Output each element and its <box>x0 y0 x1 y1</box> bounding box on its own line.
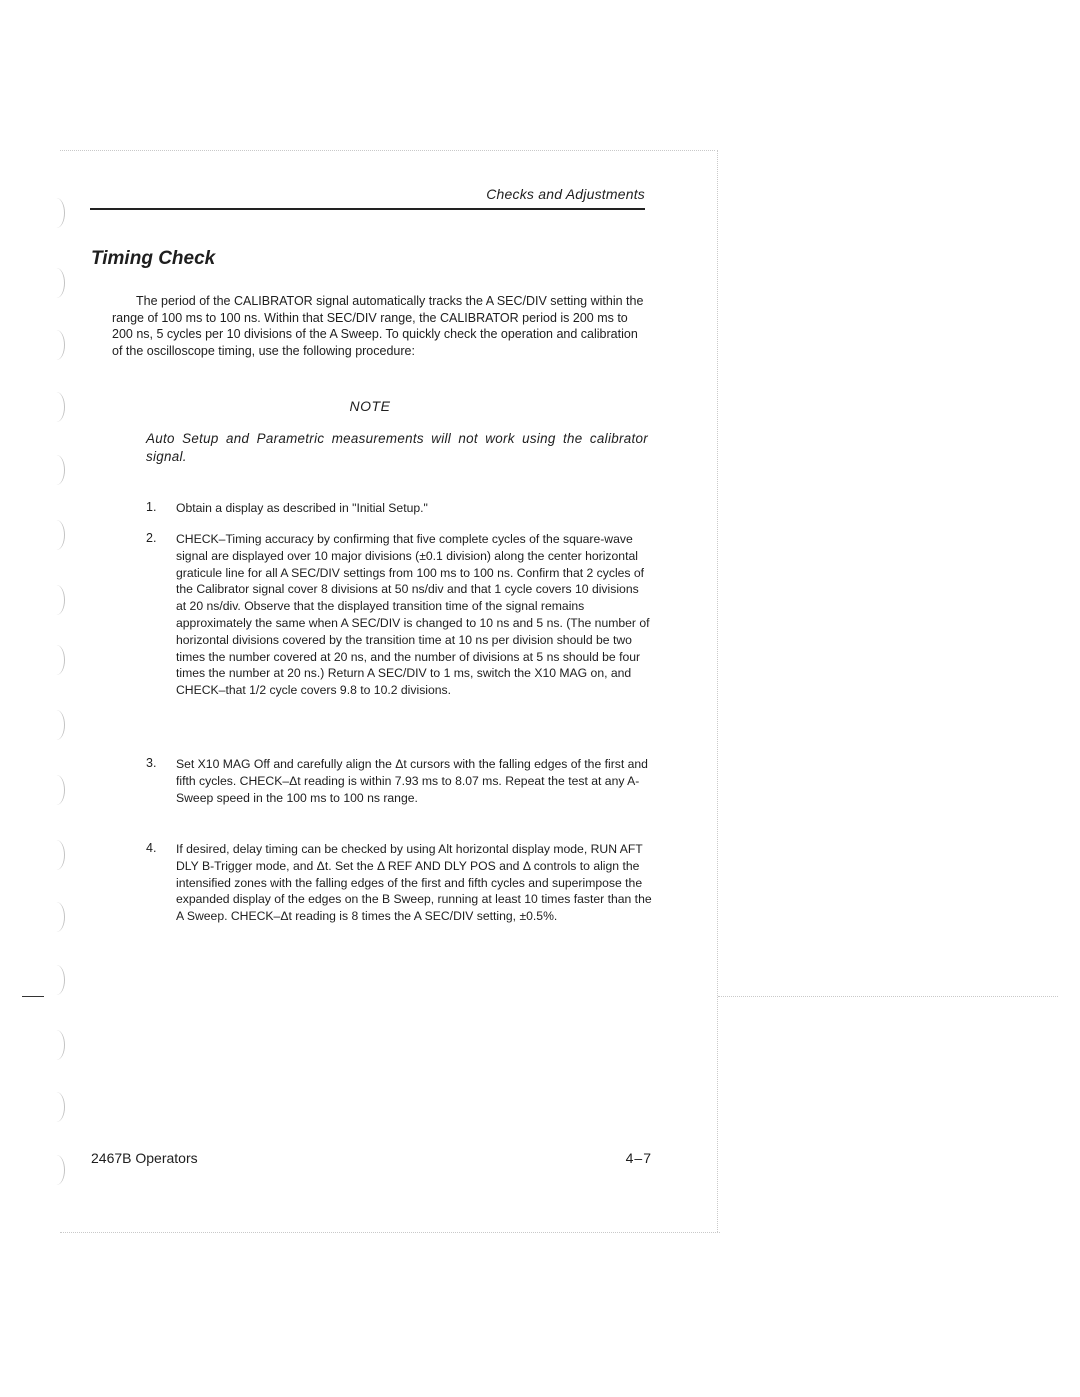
binder-hole <box>48 902 65 932</box>
binder-hole <box>48 645 65 675</box>
step-number: 2. <box>146 531 157 545</box>
binder-hole <box>48 268 65 298</box>
margin-tick <box>22 996 44 997</box>
binder-hole <box>48 775 65 805</box>
step-number: 3. <box>146 756 157 770</box>
scan-bottom-edge <box>60 1232 720 1233</box>
binder-hole <box>48 710 65 740</box>
binder-hole <box>48 840 65 870</box>
step-text: If desired, delay timing can be checked by using Alt horizontal display mode, RUN AFT DLY B-Trigger mode, and Δt. Set the Δ REF AND DLY POS and Δ controls to align the intensified zones with the falling edges of the first and fifth cycles and superimpose the expanded display of the edges on the B Sweep, running at least 10 times faster than the A Sweep. CHECK–Δt reading is 8 times the A SEC/DIV setting, ±0.5%. <box>176 842 652 924</box>
binder-hole <box>48 455 65 485</box>
step-text: Set X10 MAG Off and carefully align the Δt cursors with the falling edges of the first and fifth cycles. CHECK–Δt reading is within 7.93 ms to 8.07 ms. Repeat the test at any A-Sweep speed in the 100 ms to 100 ns range. <box>176 757 648 805</box>
binder-hole <box>48 1030 65 1060</box>
binder-hole <box>48 1092 65 1122</box>
binder-hole <box>48 392 65 422</box>
footer-manual-title: 2467B Operators <box>91 1150 198 1166</box>
note-text: Auto Setup and Parametric measurements will not work using the calibrator signal. <box>146 431 648 464</box>
binder-hole <box>48 1155 65 1185</box>
binder-hole <box>48 520 65 550</box>
section-title: Timing Check <box>91 248 216 269</box>
step-text: CHECK–Timing accuracy by confirming that five complete cycles of the square-wave signal are displayed over 10 major divisions (±0.1 division) along the center horizontal graticule line for all A SEC/DIV settings from 100 ms to 100 ns. Confirm that 2 cycles of the Calibrator signal cover 8 divisions at 50 ns/div and that 1 cycle covers 10 divisions at 20 ns/div. Observe that the displayed transition time of the signal remains approximately the same when A SEC/DIV is changed to 10 ns and 5 ns. (The number of horizontal divisions covered by the transition time at 10 ns per division should be two times the number covered at 20 ns, and the number of divisions at 5 ns should be four times the number at 20 ns.) Return A SEC/DIV to 1 ms, switch the X10 MAG on, and CHECK–that 1/2 cycle covers 9.8 to 10.2 divisions. <box>176 532 650 698</box>
binder-hole <box>48 965 65 995</box>
scan-top-edge <box>60 150 715 151</box>
step-number: 4. <box>146 841 157 855</box>
step-text: Obtain a display as described in "Initial Setup." <box>176 501 428 515</box>
scan-right-rule <box>718 996 1058 997</box>
note-title: NOTE <box>349 398 391 414</box>
intro-paragraph: The period of the CALIBRATOR signal automatically tracks the A SEC/DIV setting within the range of 100 ms to 100 ns. Within that SEC/DIV range, the CALIBRATOR period is 200 ms to 200 ns, 5 cycles per 10 divisions of the A Sweep. To quickly check the operation and calibration of the oscilloscope timing, use the following procedure: <box>112 294 644 358</box>
binder-hole <box>48 585 65 615</box>
header-rule <box>90 208 645 210</box>
binder-hole <box>48 330 65 360</box>
binder-hole <box>48 198 65 228</box>
page-number: 4–7 <box>625 1150 652 1166</box>
running-header: Checks and Adjustments <box>486 186 645 202</box>
scan-right-edge <box>717 150 718 1232</box>
step-number: 1. <box>146 500 157 514</box>
